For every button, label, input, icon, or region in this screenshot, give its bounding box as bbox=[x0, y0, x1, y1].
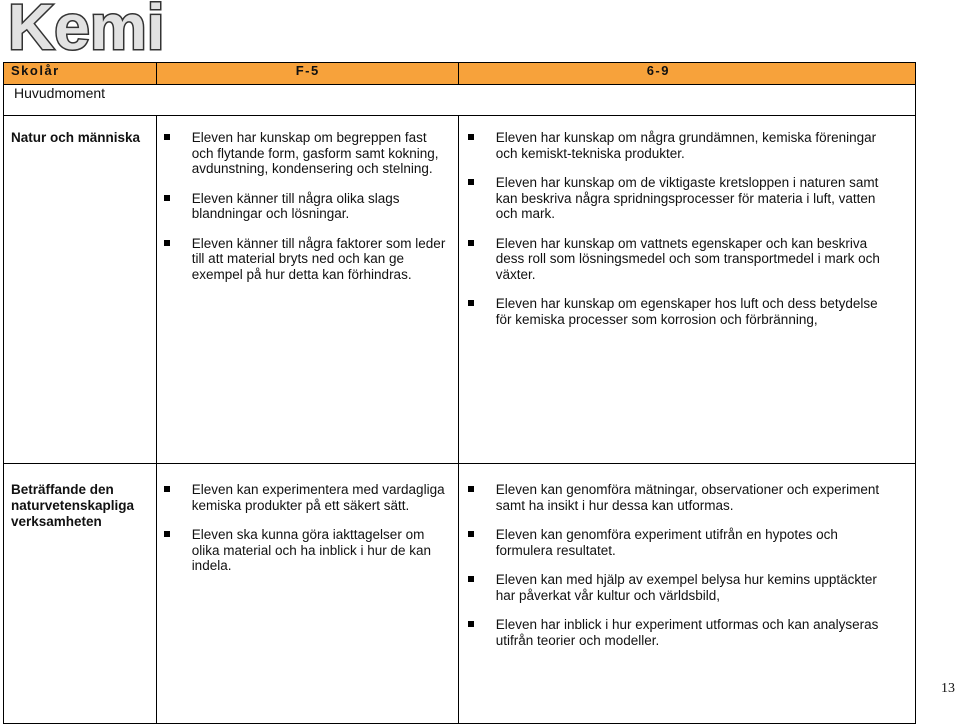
page-title-text: Kemi bbox=[8, 0, 165, 54]
list-item bbox=[468, 572, 895, 603]
list-item-text: Eleven kan genomföra mätningar, observationer och experiment samt ha insikt i hur dessa kan utformas. bbox=[495, 482, 880, 513]
bullet-icon bbox=[468, 134, 474, 140]
list-item bbox=[164, 482, 448, 513]
bullet-icon bbox=[468, 531, 474, 537]
list-item-text: Eleven kan med hjälp av exempel belysa hur kemins upptäckter har påverkat vår kultur och världsbild, bbox=[495, 572, 877, 603]
list-item-text: Eleven känner till några olika slags blandningar och lösningar. bbox=[191, 190, 400, 221]
main-heading-row bbox=[4, 85, 916, 116]
list-item bbox=[468, 482, 895, 513]
list-item bbox=[468, 130, 895, 161]
list-item bbox=[468, 236, 895, 283]
bullet-icon bbox=[468, 240, 474, 246]
f5-cell bbox=[156, 116, 458, 464]
bullet-icon bbox=[164, 134, 170, 140]
header-6-9: 6-9 bbox=[458, 63, 915, 85]
header-f5: F-5 bbox=[156, 63, 458, 85]
list-item-text: Eleven kan genomföra experiment utifrån en hypotes och formulera resultatet. bbox=[495, 527, 838, 558]
section-row bbox=[4, 464, 916, 724]
section-row bbox=[4, 116, 916, 464]
section-label: Natur och människa bbox=[4, 116, 157, 464]
g69-cell bbox=[458, 464, 915, 724]
list-item-text: Eleven har kunskap om egenskaper hos luft och dess betydelse för kemiska processer som korrosion och förbränning, bbox=[495, 296, 878, 327]
list-item-text: Eleven har kunskap om några grundämnen, kemiska föreningar och kemiskt-tekniska produkter. bbox=[495, 130, 877, 161]
g69-list bbox=[468, 130, 895, 327]
list-item bbox=[164, 130, 448, 177]
bullet-icon bbox=[468, 486, 474, 492]
list-item bbox=[468, 175, 895, 222]
bullet-icon bbox=[164, 240, 170, 246]
bullet-icon bbox=[164, 195, 170, 201]
table-header-row bbox=[4, 63, 916, 85]
list-item-text: Eleven har kunskap om vattnets egenskaper och kan beskriva dess roll som lösningsmedel och som transportmedel i mark och växter. bbox=[495, 235, 880, 282]
section-label: Beträffande den naturvetenskapliga verksamheten bbox=[4, 464, 157, 724]
g69-cell bbox=[458, 116, 915, 464]
main-heading: Huvudmoment bbox=[4, 85, 916, 116]
list-item bbox=[468, 617, 895, 648]
page-number: 13 bbox=[941, 681, 955, 696]
list-item bbox=[164, 527, 448, 574]
page-title bbox=[6, 0, 256, 54]
bullet-icon bbox=[468, 300, 474, 306]
list-item-text: Eleven ska kunna göra iakttagelser om olika material och ha inblick i hur de kan indela. bbox=[191, 527, 432, 573]
bullet-icon bbox=[468, 179, 474, 185]
list-item bbox=[164, 191, 448, 222]
f5-cell bbox=[156, 464, 458, 724]
f5-list bbox=[164, 130, 448, 282]
curriculum-table bbox=[3, 62, 916, 724]
list-item-text: Eleven har kunskap om de viktigaste kretsloppen i naturen samt kan beskriva några spridningsprocesser för materia i luft, vatten och mark. bbox=[495, 175, 879, 221]
list-item-text: Eleven kan experimentera med vardagliga kemiska produkter på ett säkert sätt. bbox=[191, 482, 445, 513]
bullet-icon bbox=[164, 531, 170, 537]
bullet-icon bbox=[468, 576, 474, 582]
f5-list bbox=[164, 482, 448, 574]
list-item bbox=[164, 236, 448, 283]
header-skolar: Skolår bbox=[4, 63, 157, 85]
list-item bbox=[468, 296, 895, 327]
list-item-text: Eleven har inblick i hur experiment utformas och kan analyseras utifrån teorier och modeller. bbox=[495, 617, 879, 648]
list-item-text: Eleven har kunskap om begreppen fast och flytande form, gasform samt kokning, avdunstning, kondensering och stelning. bbox=[191, 130, 439, 176]
bullet-icon bbox=[164, 486, 170, 492]
bullet-icon bbox=[468, 621, 474, 627]
list-item bbox=[468, 527, 895, 558]
list-item-text: Eleven känner till några faktorer som leder till att material bryts ned och kan ge exempel på hur detta kan förhindras. bbox=[191, 235, 446, 282]
g69-list bbox=[468, 482, 895, 648]
